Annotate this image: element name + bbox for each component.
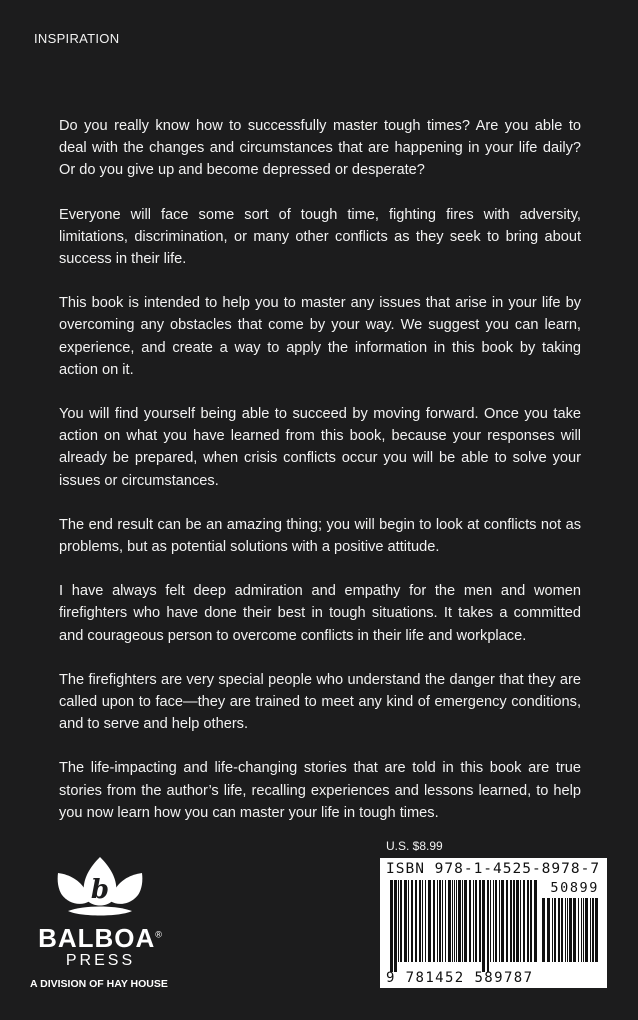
barcode-bar: [475, 880, 477, 962]
barcode-bar: [422, 880, 423, 962]
addon-barcode-bars: [542, 898, 600, 972]
blurb-paragraph: You will find yourself being able to succeed by moving forward. Once you take action on what you have learned from this book, because your responses will already be prepared, when crisis conflicts occur you will be able to solve your issues or circumstances.: [59, 406, 581, 489]
barcode-bar: [482, 880, 485, 972]
barcode-bar: [419, 880, 421, 962]
barcode-bar: [394, 880, 397, 972]
barcode-bar: [520, 880, 521, 962]
isbn-number: ISBN 978-1-4525-8978-7: [386, 861, 601, 877]
blurb-paragraph: The life-impacting and life-changing stories that are told in this book are true stories from the author’s life, recalling experiences and lessons learned, to help you now learn how you can master your life in tough times.: [59, 760, 581, 821]
back-cover-blurb: [59, 115, 581, 846]
publisher-division: A DIVISION OF HAY HOUSE: [30, 978, 168, 990]
barcode-bar: [428, 880, 431, 962]
barcode-bar: [462, 880, 463, 962]
blurb-paragraph: The end result can be an amazing thing; you will begin to look at conflicts not as problems, but as potential solutions with a positive attitude.: [59, 516, 581, 556]
barcode-bar: [479, 880, 481, 962]
barcode-bar: [469, 880, 471, 962]
blurb-paragraph: Do you really know how to successfully master tough times? Are you able to deal with the changes and circumstances that are happening in your life daily? Or do you give up and become depressed or desperate?: [59, 118, 581, 179]
publisher-name: BALBOA®: [38, 923, 163, 953]
barcode-bar: [433, 880, 435, 962]
barcode-bar: [567, 898, 568, 962]
barcode-bar: [487, 880, 489, 972]
isbn-barcode: [380, 858, 607, 988]
price-label: U.S. $8.99: [386, 839, 443, 853]
barcode-bar: [464, 880, 467, 962]
barcode-bar: [581, 898, 582, 962]
barcode-bar: [390, 880, 393, 972]
barcode-bar: [547, 898, 550, 962]
barcode-bar: [445, 880, 446, 962]
barcode-bar: [404, 880, 407, 962]
barcode-bar: [510, 880, 512, 962]
barcode-bar: [473, 880, 474, 962]
barcode-bar: [495, 880, 497, 962]
barcode-bar: [583, 898, 584, 962]
barcode-bar: [565, 898, 566, 962]
barcode-bar: [448, 880, 451, 962]
barcode-bar: [425, 880, 426, 962]
barcode-bar: [595, 898, 598, 962]
barcode-bar: [506, 880, 508, 962]
barcode-bar: [439, 880, 441, 962]
barcode-bar: [501, 880, 504, 962]
barcode-bar: [542, 898, 545, 962]
logo-letter: b: [90, 875, 110, 905]
barcode-bar: [437, 880, 438, 962]
barcode-bar: [454, 880, 455, 962]
publisher-logo: [28, 855, 173, 995]
barcode-bar: [523, 880, 525, 962]
barcode-bar: [552, 898, 553, 962]
blurb-paragraph: The firefighters are very special people who understand the danger that they are called upon to face—they are trained to meet any kind of emergency conditions, and to serve and help others.: [59, 671, 581, 733]
barcode-bar: [490, 880, 491, 962]
barcode-bar: [592, 898, 594, 962]
barcode-bar: [499, 880, 500, 962]
barcode-bar: [558, 898, 560, 962]
barcode-addon-number: 50899: [550, 880, 599, 896]
barcode-bar: [415, 880, 417, 962]
barcode-bar: [452, 880, 453, 962]
barcode-bar: [400, 880, 402, 962]
barcode-bar: [513, 880, 515, 962]
barcode-bar: [398, 880, 399, 962]
barcode-bar: [442, 880, 443, 962]
barcode-bar: [493, 880, 494, 962]
category-label: INSPIRATION: [34, 31, 120, 46]
lotus-icon: [28, 855, 173, 925]
barcode-bar: [554, 898, 556, 962]
barcode-bar: [456, 880, 457, 962]
blurb-paragraph: This book is intended to help you to master any issues that arise in your life by overcoming any obstacles that come by your way. We suggest you can learn, experience, and create a way to apply the information in this book by taking action on it.: [59, 295, 581, 378]
barcode-bar: [516, 880, 519, 962]
barcode-bar: [527, 880, 529, 962]
barcode-bar: [569, 898, 572, 962]
barcode-bar: [458, 880, 461, 962]
barcode-bar: [573, 898, 576, 962]
publisher-imprint: PRESS: [65, 952, 136, 969]
barcode-bar: [408, 880, 409, 962]
barcode-bar: [590, 898, 591, 962]
barcode-bar: [585, 898, 588, 962]
barcode-digits: 9 781452 589787: [386, 970, 534, 986]
barcode-bar: [561, 898, 563, 962]
blurb-paragraph: I have always felt deep admiration and empathy for the men and women firefighters who have done their best in tough situations. It takes a committed and courageous person to overcome conflicts in their life and workplace.: [59, 583, 581, 644]
blurb-paragraph: Everyone will face some sort of tough time, fighting fires with adversity, limitations, discrimination, or many other conflicts as they seek to bring about success in their life.: [59, 206, 581, 268]
barcode-bar: [411, 880, 413, 962]
barcode-bar: [530, 880, 532, 962]
barcode-bar: [534, 880, 537, 962]
ean-barcode-bars: [390, 880, 538, 972]
barcode-bar: [578, 898, 579, 962]
